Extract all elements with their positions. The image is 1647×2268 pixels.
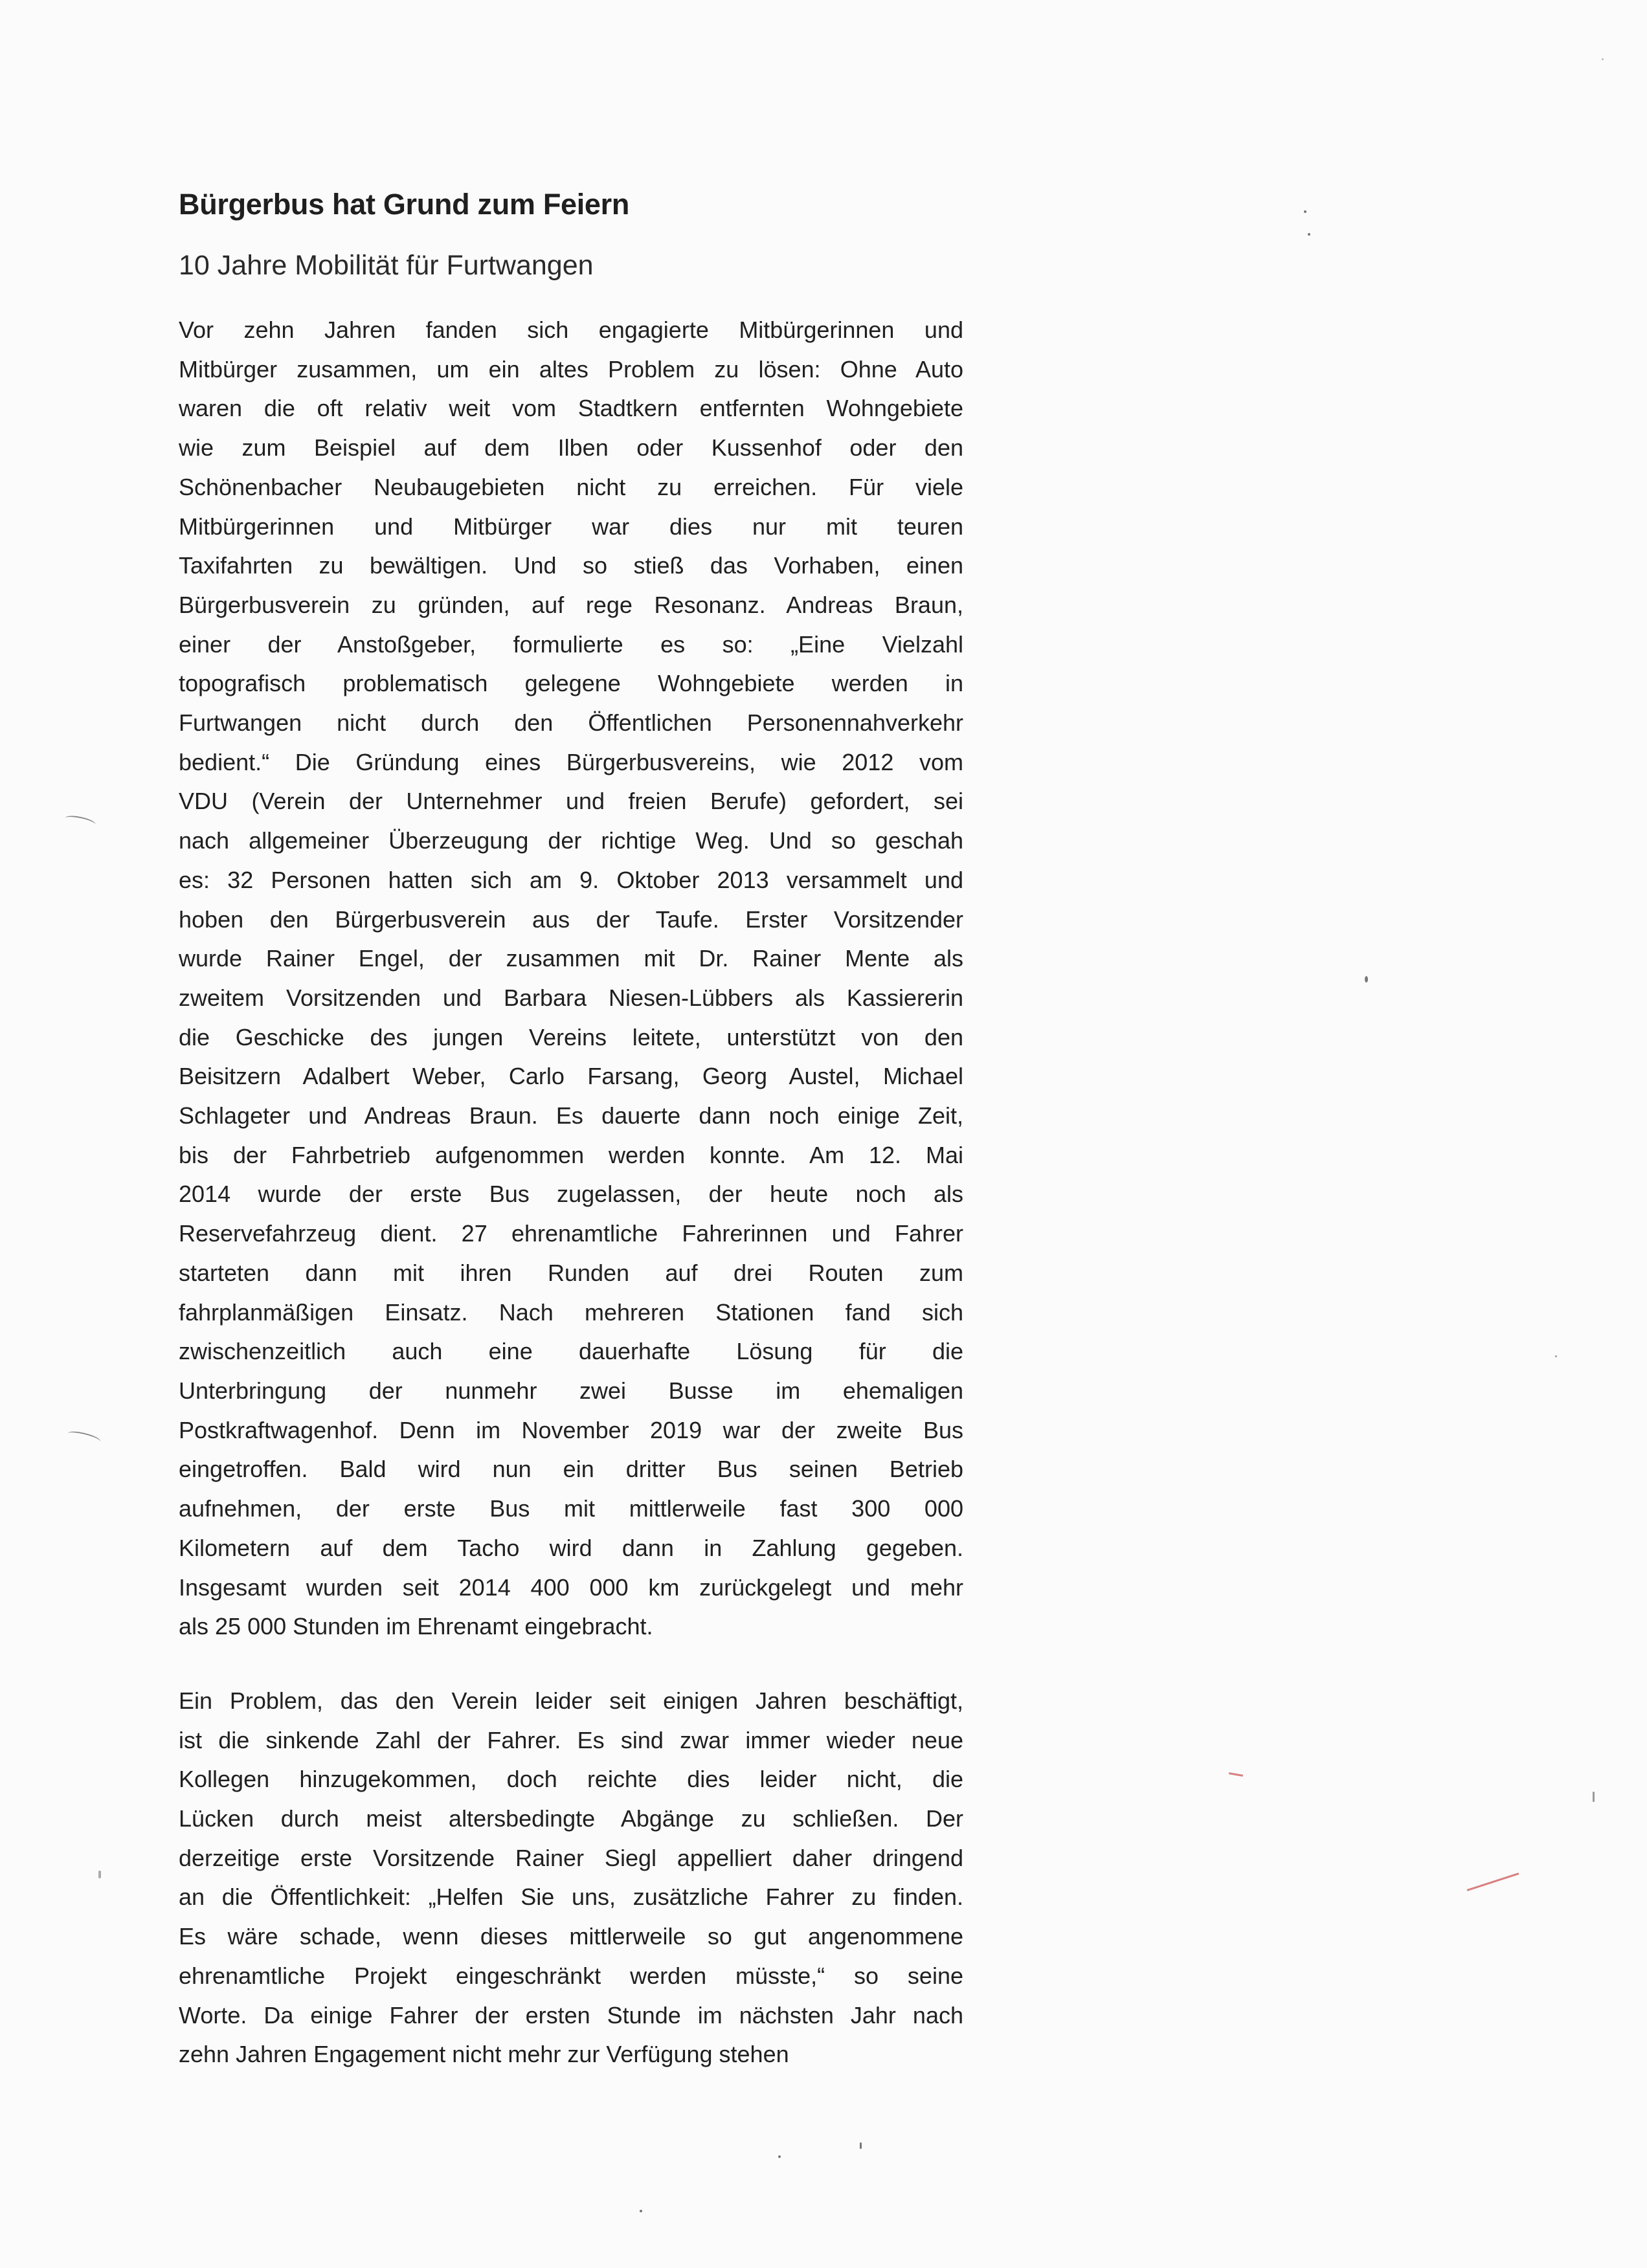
scan-speck (1602, 58, 1604, 60)
scan-mark (1467, 1873, 1519, 1891)
scan-speck (778, 2155, 781, 2158)
text-line: eingetroffen. Bald wird nun ein dritter Bus seinen Betrieb (179, 1456, 963, 1483)
scan-mark (64, 814, 96, 829)
text-line: Es wäre schade, wenn dieses mittlerweile so gut angenommene (179, 1923, 963, 1950)
text-line: Reservefahrzeug dient. 27 ehrenamtliche Fahrerinnen und Fahrer (179, 1220, 963, 1247)
text-line: Worte. Da einige Fahrer der ersten Stunde im nächsten Jahr nach (179, 2001, 963, 2029)
text-line: starteten dann mit ihren Runden auf drei Routen zum (179, 1259, 963, 1286)
text-line: Vor zehn Jahren fanden sich engagierte Mitbürgerinnen und (179, 317, 963, 343)
text-line: waren die oft relativ weit vom Stadtkern entfernten Wohngebiete (179, 395, 963, 422)
text-line: fahrplanmäßigen Einsatz. Nach mehreren Stationen fand sich (179, 1298, 963, 1326)
scan-speck (640, 2210, 642, 2212)
text-line: einer der Anstoßgeber, formulierte es so: „Eine Vielzahl (179, 630, 963, 658)
text-line: Schönenbacher Neubaugebieten nicht zu erreichen. Für viele (179, 473, 963, 500)
article-paragraph-2 (179, 1682, 963, 2074)
text-line: Furtwangen nicht durch den Öffentlichen Personennahverkehr (179, 709, 963, 737)
text-line: 2014 wurde der erste Bus zugelassen, der heute noch als (179, 1181, 963, 1208)
text-line: Mitbürgerinnen und Mitbürger war dies nur mit teuren (179, 513, 963, 540)
text-line: topografisch problematisch gelegene Wohngebiete werden in (179, 670, 963, 697)
text-line: Postkraftwagenhof. Denn im November 2019 war der zweite Bus (179, 1416, 963, 1443)
text-line: die Geschicke des jungen Vereins leitete, unterstützt von den (179, 1023, 963, 1051)
text-line: Kilometern auf dem Tacho wird dann in Zahlung gegeben. (179, 1534, 963, 1561)
text-line: zwischenzeitlich auch eine dauerhafte Lösung für die (179, 1338, 963, 1365)
text-line: VDU (Verein der Unternehmer und freien Berufe) gefordert, sei (179, 788, 963, 815)
text-line: es: 32 Personen hatten sich am 9. Oktober 2013 versammelt und (179, 866, 963, 893)
text-line: wie zum Beispiel auf dem Ilben oder Kussenhof oder den (179, 434, 963, 461)
text-line: bedient.“ Die Gründung eines Bürgerbusvereins, wie 2012 vom (179, 748, 963, 775)
text-line: derzeitige erste Vorsitzende Rainer Siegl appelliert daher dringend (179, 1844, 963, 1871)
text-line: Ein Problem, das den Verein leider seit einigen Jahren beschäftigt, (179, 1687, 963, 1714)
scan-speck (1593, 1792, 1595, 1802)
text-line: nach allgemeiner Überzeugung der richtige Weg. Und so geschah (179, 827, 963, 854)
scan-speck (1304, 210, 1306, 213)
text-line: zehn Jahren Engagement nicht mehr zur Verfügung stehen (179, 2041, 789, 2068)
scan-mark (67, 1429, 102, 1446)
text-line: Beisitzern Adalbert Weber, Carlo Farsang, Georg Austel, Michael (179, 1063, 963, 1090)
text-line: Schlageter und Andreas Braun. Es dauerte dann noch einige Zeit, (179, 1102, 963, 1129)
text-line: Kollegen hinzugekommen, doch reichte dies leider nicht, die (179, 1766, 963, 1793)
text-line: zweitem Vorsitzenden und Barbara Niesen-Lübbers als Kassiererin (179, 984, 963, 1011)
text-line: Insgesamt wurden seit 2014 400 000 km zurückgelegt und mehr (179, 1573, 963, 1601)
text-line: ist die sinkende Zahl der Fahrer. Es sind zwar immer wieder neue (179, 1726, 963, 1753)
scan-speck (1308, 233, 1310, 236)
article-headline: Bürgerbus hat Grund zum Feiern (179, 188, 630, 221)
article-paragraph-1 (179, 311, 963, 1647)
text-line: an die Öffentlichkeit: „Helfen Sie uns, zusätzliche Fahrer zu finden. (179, 1884, 963, 1911)
scan-speck (1365, 976, 1368, 983)
text-line: Bürgerbusverein zu gründen, auf rege Resonanz. Andreas Braun, (179, 591, 963, 618)
scan-mark (1229, 1772, 1243, 1777)
text-line: Mitbürger zusammen, um ein altes Problem zu lösen: Ohne Auto (179, 355, 963, 383)
scan-speck (98, 1871, 101, 1878)
text-line: als 25 000 Stunden im Ehrenamt eingebracht. (179, 1613, 653, 1640)
text-line: ehrenamtliche Projekt eingeschränkt werden müsste,“ so seine (179, 1962, 963, 1989)
article (179, 183, 963, 2074)
text-line: Lücken durch meist altersbedingte Abgänge zu schließen. Der (179, 1805, 963, 1832)
text-line: bis der Fahrbetrieb aufgenommen werden konnte. Am 12. Mai (179, 1141, 963, 1168)
text-line: hoben den Bürgerbusverein aus der Taufe. Erster Vorsitzender (179, 906, 963, 933)
scan-speck (1555, 1355, 1557, 1357)
text-line: aufnehmen, der erste Bus mit mittlerweile fast 300 000 (179, 1495, 963, 1522)
scan-speck (860, 2142, 862, 2149)
article-subheadline: 10 Jahre Mobilität für Furtwangen (179, 250, 594, 281)
text-line: Unterbringung der nunmehr zwei Busse im ehemaligen (179, 1377, 963, 1404)
text-line: wurde Rainer Engel, der zusammen mit Dr. Rainer Mente als (179, 945, 963, 972)
text-line: Taxifahrten zu bewältigen. Und so stieß das Vorhaben, einen (179, 552, 963, 579)
